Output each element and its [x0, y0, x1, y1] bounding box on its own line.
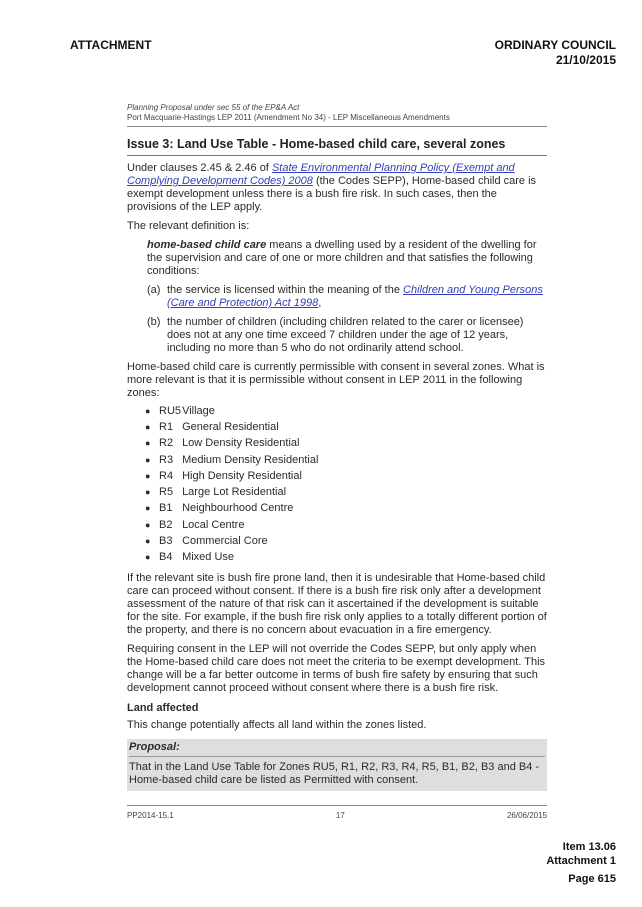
bullet-icon: ●: [145, 487, 151, 498]
meeting-date: 21/10/2015: [555, 53, 616, 67]
zone-code: R5: [159, 486, 174, 499]
document-date: 26/06/2015: [506, 810, 547, 820]
intro-text-pre: Under clauses 2.45 & 2.46 of: [127, 162, 272, 174]
zone-name: Village: [182, 404, 215, 417]
zone-list: [127, 403, 547, 566]
document-footer: [127, 805, 547, 822]
zone-item: [127, 468, 547, 484]
document-page: [127, 103, 547, 822]
zone-code: B4: [159, 551, 173, 564]
bullet-icon: ●: [145, 552, 151, 563]
condition-text-post: ,: [318, 297, 322, 309]
definition-block: [147, 239, 547, 278]
zone-item: [127, 436, 547, 452]
zone-name: Large Lot Residential: [182, 486, 287, 499]
intro-paragraph: [127, 162, 547, 214]
condition-text-pre: the service is licensed within the meaning of the: [167, 284, 404, 296]
zone-code: R4: [159, 469, 174, 482]
condition-b: [147, 316, 547, 355]
proposal-heading: Proposal:: [129, 741, 545, 757]
meeting-name: ORDINARY COUNCIL: [494, 38, 616, 52]
children-act-link[interactable]: Children and Young Persons (Care and Protection) Act 1998: [167, 284, 543, 309]
page-number: Page 615: [568, 873, 616, 885]
condition-a: [147, 284, 547, 310]
zone-name: Neighbourhood Centre: [182, 502, 294, 515]
zone-code: B3: [159, 535, 173, 548]
zone-item: [127, 484, 547, 500]
zone-name: Low Density Residential: [182, 437, 300, 450]
zone-name: General Residential: [182, 420, 279, 433]
zone-name: Commercial Core: [182, 535, 268, 548]
zone-name: Medium Density Residential: [182, 453, 319, 466]
bullet-icon: ●: [145, 421, 151, 432]
attachment-number: Attachment 1: [546, 855, 616, 867]
bullet-icon: ●: [145, 454, 151, 465]
zone-item: [127, 403, 547, 419]
proposal-box: [127, 739, 547, 791]
item-number: Item 13.06: [562, 841, 616, 853]
bullet-icon: ●: [145, 519, 151, 530]
bullet-icon: ●: [145, 470, 151, 481]
zone-code: B2: [159, 518, 173, 531]
zone-name: Mixed Use: [182, 551, 235, 564]
intro-text-post: (the Codes SEPP), Home-based child care is exempt development unless there is a bush fire risk. In such cases, then the provisions of the LEP apply.: [127, 175, 537, 213]
condition-text: [167, 284, 547, 310]
land-affected-text: This change potentially affects all land within the zones listed.: [127, 718, 427, 731]
zone-item: [127, 501, 547, 517]
proposal-text: That in the Land Use Table for Zones RU5, R1, R2, R3, R4, R5, B1, B2, B3 and B4 - Home-based child care be listed as Permitted with consent.: [129, 760, 540, 786]
bullet-icon: ●: [145, 503, 151, 514]
definition-text: means a dwelling used by a resident of the dwelling for the supervision and care of one or more children and that satisfies the following conditions:: [147, 239, 537, 277]
running-head-line2: Port Macquarie-Hastings LEP 2011 (Amendment No 34) - LEP Miscellaneous Amendments: [127, 113, 547, 127]
attachment-label: ATTACHMENT: [70, 38, 152, 52]
zone-item: [127, 550, 547, 566]
bullet-icon: ●: [145, 405, 151, 416]
condition-label: (a): [147, 284, 161, 296]
bullet-icon: ●: [145, 536, 151, 547]
zone-name: High Density Residential: [182, 469, 302, 482]
bullet-icon: ●: [145, 438, 151, 449]
zone-code: R2: [159, 437, 174, 450]
condition-text: the number of children (including children related to the carer or licensee) does not at any one time exceed 7 children under the age of 12 years, including no more than 5 who do not ordinarily attend school.: [167, 316, 524, 354]
bush-fire-paragraph: If the relevant site is bush fire prone land, then it is undesirable that Home-based child care can proceed without consent. If there is a bush fire risk only after a development assessment of the nature of that risk can it ascertained if the development is suitable for the site. For example, if the bush fire risk only applies to a totally different portion of the property, and there is no concern about evacuation in a fire emergency.: [127, 571, 547, 636]
condition-label: (b): [147, 316, 161, 328]
zone-item: [127, 452, 547, 468]
meeting-header: [495, 38, 616, 68]
running-head-line1: Planning Proposal under sec 55 of the EP&A Act: [127, 103, 300, 112]
issue-title: Issue 3: Land Use Table - Home-based child care, several zones: [127, 135, 547, 156]
definition-intro: The relevant definition is:: [127, 220, 250, 232]
definition-term: home-based child care: [147, 239, 267, 251]
item-reference: [546, 840, 616, 868]
zone-code: RU5: [159, 404, 182, 417]
document-page-number: 17: [335, 810, 345, 820]
zone-name: Local Centre: [182, 518, 245, 531]
zone-code: R1: [159, 420, 174, 433]
zone-item: [127, 419, 547, 435]
zone-item: [127, 533, 547, 549]
consent-paragraph: Requiring consent in the LEP will not override the Codes SEPP, but only apply when the Home-based child care does not meet the criteria to be exempt development. This change will be a far better outcome in terms of bush fire safety by ensuring that such development cannot proceed without consent where there is a bush fire risk.: [127, 642, 546, 694]
codes-sepp-link[interactable]: State Environmental Planning Policy (Exempt and Complying Development Codes) 2008: [127, 162, 515, 187]
zone-code: B1: [159, 502, 173, 515]
zone-item: [127, 517, 547, 533]
document-reference: PP2014-15.1: [127, 810, 174, 820]
zone-code: R3: [159, 453, 174, 466]
land-affected-heading: Land affected: [127, 701, 199, 714]
zones-intro: Home-based child care is currently permissible with consent in several zones. What is more relevant is that it is permissible without consent in LEP 2011 in the following zones:: [127, 361, 545, 399]
